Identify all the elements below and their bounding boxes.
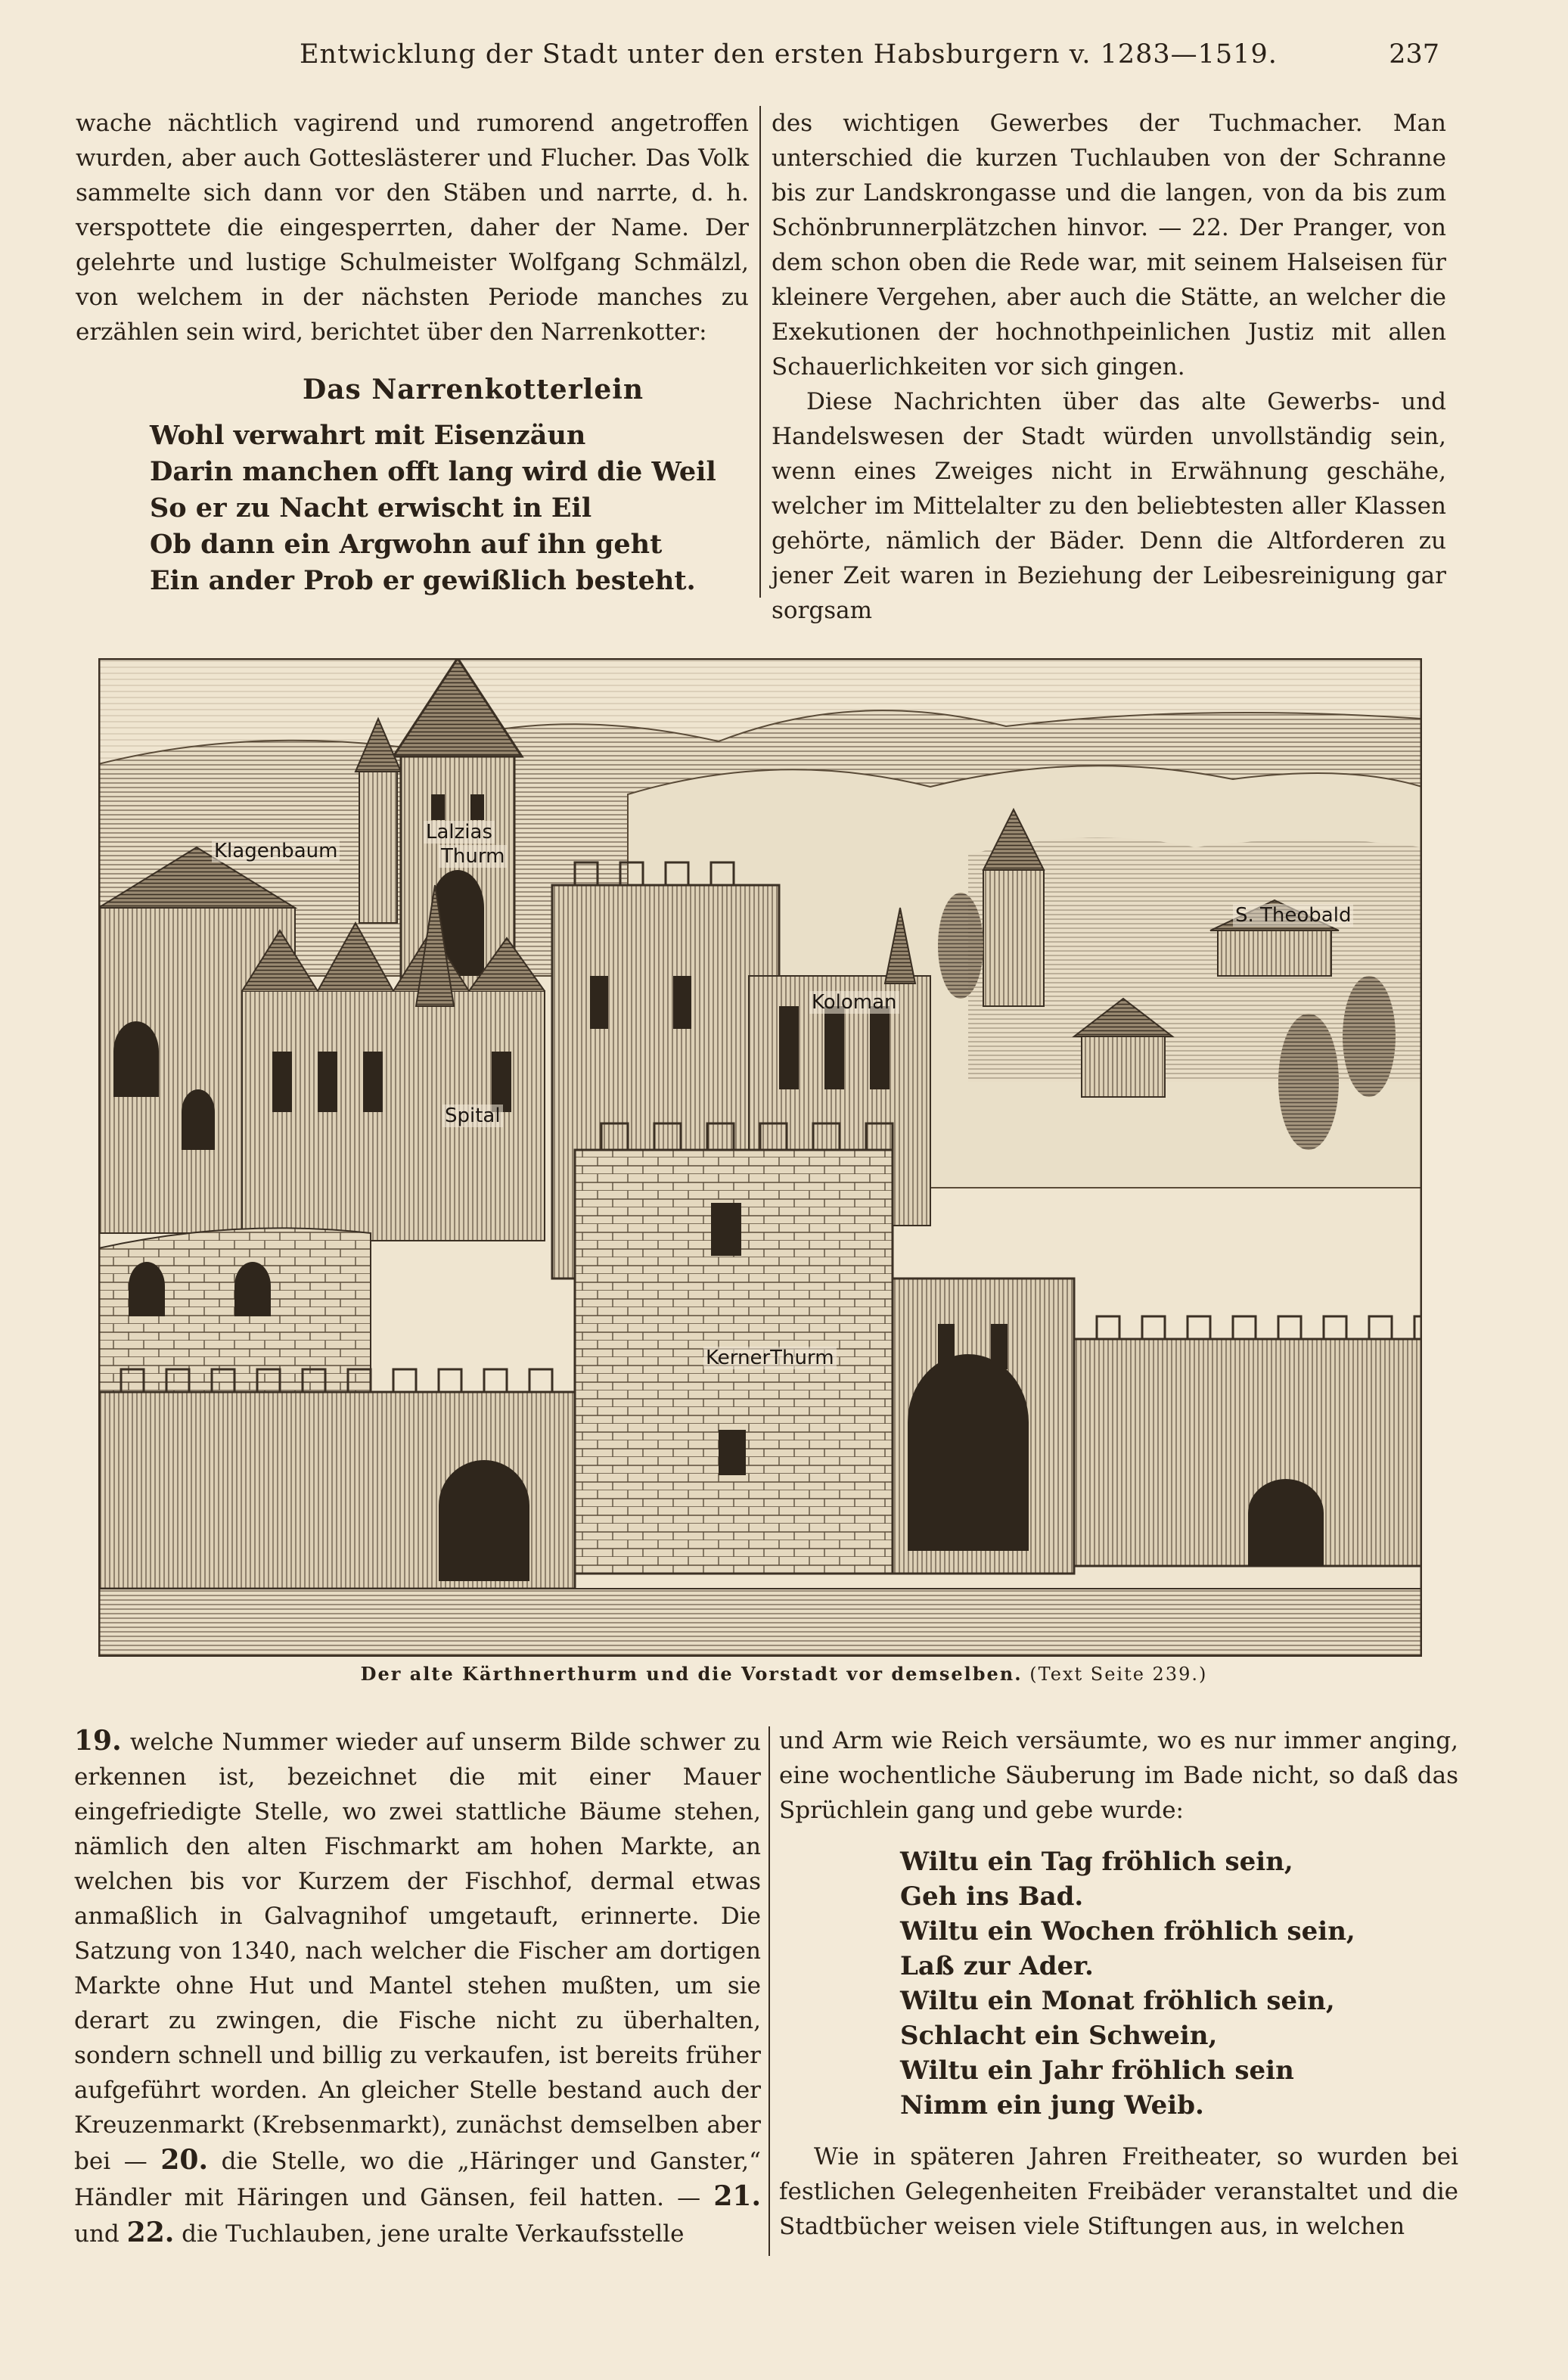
caption-ref: (Text Seite 239.) bbox=[1029, 1664, 1208, 1685]
column-bottom-left bbox=[74, 1723, 761, 2251]
verse-line: So er zu Nacht erwischt in Eil bbox=[150, 492, 592, 524]
caption-main: Der alte Kärthnerthurm und die Vorstadt vor demselben. bbox=[360, 1663, 1023, 1685]
verse-line: Darin manchen offt lang wird die Weil bbox=[150, 456, 716, 487]
paragraph: des wichtigen Gewerbes der Tuchmacher. Man unterschied die kurzen Tuchlauben von der Schranne bis zur Landskrongasse und die langen, von da bis zum Schönbrunnerplätzchen hinvor. — 22. Der Pranger, von dem schon oben die Rede war, mit seinem Halseisen für kleinere Vergehen, aber auch die Stätte, an welcher die Exekutionen der hochnothpeinlichen Justiz mit allen Schauerlichkeiten vor sich gingen. bbox=[772, 110, 1446, 381]
verse-line: Nimm ein jung Weib. bbox=[900, 2090, 1204, 2121]
verse-line: Wohl verwahrt mit Eisenzäun bbox=[150, 420, 586, 451]
label-thurm: Thurm bbox=[439, 845, 507, 868]
verse-title: Das Narrenkotterlein bbox=[303, 374, 644, 405]
label-klagenbaum: Klagenbaum bbox=[212, 840, 340, 862]
page-number: 237 bbox=[1389, 39, 1439, 70]
verse-line: Schlacht ein Schwein, bbox=[900, 2021, 1218, 2051]
rhyme-verse bbox=[900, 1844, 1458, 2123]
verse-line: Wiltu ein Tag fröhlich sein, bbox=[900, 1847, 1293, 1877]
paragraph bbox=[74, 1723, 761, 2251]
paragraph: wache nächtlich vagirend und rumorend angetroffen wurden, aber auch Gotteslästerer und Flucher. Das Volk sammelte sich dann vor den Stäben und narrte, d. h. verspottete die eingesperrten, daher der Name. Der gelehrte und lustige Schulmeister Wolfgang Schmälzl, von welchem in der nächsten Periode manches zu erzählen sein wird, berichtet über den Narrenkotter: bbox=[76, 110, 749, 346]
label-theobald: S. Theobald bbox=[1233, 904, 1353, 927]
column-top-right bbox=[772, 106, 1446, 628]
illustration-kaerntnerturm bbox=[98, 658, 1422, 1657]
verse-line: Wiltu ein Jahr fröhlich sein bbox=[900, 2055, 1294, 2086]
verse-line: Geh ins Bad. bbox=[900, 1881, 1084, 1912]
label-koloman: Koloman bbox=[809, 991, 899, 1014]
figure-caption bbox=[0, 1663, 1568, 1685]
paragraph-text: die Tuchlauben, jene uralte Verkaufsstelle bbox=[182, 2220, 685, 2248]
engraving-illustration bbox=[98, 658, 1422, 1657]
running-head: Entwicklung der Stadt unter den ersten Habsburgern v. 1283—1519. bbox=[300, 39, 1278, 70]
label-kernerthurm: KernerThurm bbox=[703, 1347, 837, 1369]
paragraph-text: und bbox=[74, 2220, 120, 2248]
paragraph-text: die Stelle, wo die „Häringer und Ganster,“ Händler mit Häringen und Gänsen, feil hatten. — bbox=[74, 2148, 761, 2211]
item-number: 19. bbox=[74, 1725, 122, 1757]
paragraph-text: welche Nummer wieder auf unserm Bilde schwer zu erkennen ist, bezeichnet die mit einer Mauer eingefriedigte Stelle, wo zwei stattliche Bäume stehen, nämlich den alten Fischmarkt am hohen Markte, an welchen bis vor Kurzem der Fischhof, dermal etwas anmaßlich in Galvagnihof umgetauft, erinnerte. Die Satzung von 1340, nach welcher die Fischer am dortigen Markte ohne Hut und Mantel stehen mußten, um sie derart zu zwingen, die Fische nicht zu überhalten, sondern schnell und billig zu verkaufen, ist bereits früher aufgeführt worden. An gleicher Stelle bestand auch der Kreuzenmarkt (Krebsenmarkt), zunächst demselben aber bei — bbox=[74, 1729, 761, 2175]
column-divider bbox=[759, 106, 761, 598]
item-number: 20. bbox=[160, 2144, 209, 2176]
verse-line: Laß zur Ader. bbox=[900, 1951, 1094, 1981]
verse-line: Wiltu ein Monat fröhlich sein, bbox=[900, 1986, 1335, 2016]
paragraph: Wie in späteren Jahren Freitheater, so wurden bei festlichen Gelegenheiten Freibäder veranstaltet und die Stadtbücher weisen viele Stiftungen aus, in welchen bbox=[779, 2143, 1458, 2240]
verse-line: Wiltu ein Wochen fröhlich sein, bbox=[900, 1916, 1355, 1947]
verse-line: Ein ander Prob er gewißlich besteht. bbox=[150, 565, 696, 596]
item-number: 22. bbox=[126, 2217, 175, 2248]
item-number: 21. bbox=[713, 2180, 761, 2212]
column-bottom-right bbox=[779, 1723, 1458, 2244]
label-spital: Spital bbox=[442, 1105, 503, 1127]
verse bbox=[150, 418, 749, 599]
paragraph: und Arm wie Reich versäumte, wo es nur immer anging, eine wochentliche Säuberung im Bade nicht, so daß das Sprüchlein gang und gebe wurde: bbox=[779, 1727, 1458, 1824]
column-top-left bbox=[76, 106, 749, 599]
label-lalzias: Lalzias bbox=[424, 821, 495, 844]
verse-line: Ob dann ein Argwohn auf ihn geht bbox=[150, 529, 663, 560]
column-divider bbox=[768, 1726, 770, 2256]
paragraph: Diese Nachrichten über das alte Gewerbs- und Handelswesen der Stadt würden unvollständig sein, wenn eines Zweiges nicht in Erwähnung geschähe, welcher im Mittelalter zu den beliebtesten aller Klassen gehörte, nämlich der Bäder. Denn die Altforderen zu jener Zeit waren in Beziehung der Leibesreinigung gar sorgsam bbox=[772, 388, 1446, 624]
